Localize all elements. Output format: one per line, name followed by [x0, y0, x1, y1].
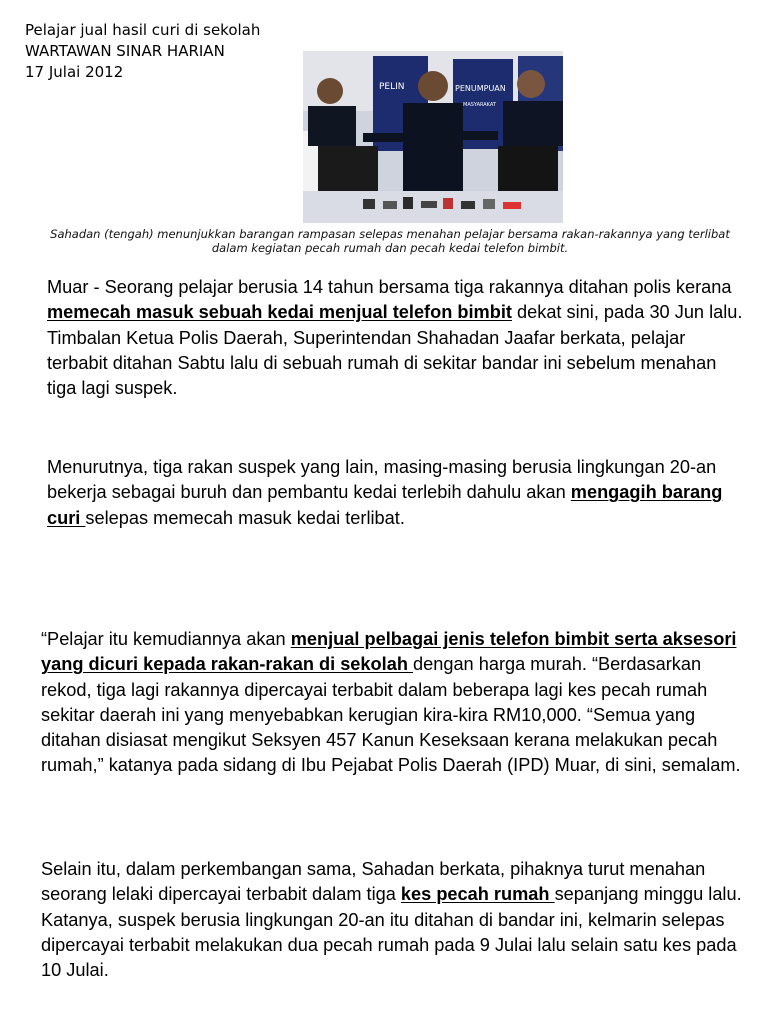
- paragraph-4-text-b: sepanjang minggu lalu. Katanya, suspek berusia lingkungan 20-an itu ditahan di bandar ini, kelmarin selepas dipercayai terbabit melakukan dua pecah rumah pada 9 Julai lalu selain satu kes pada 10 Julai.: [41, 884, 742, 981]
- article-byline: WARTAWAN SINAR HARIAN: [25, 42, 225, 60]
- paragraph-1-text-b: dekat sini, pada 30 Jun lalu. Timbalan Ketua Polis Daerah, Superintendan Shahadan Jaafar berkata, pelajar terbabit ditahan Sabtu lalu di sebuah rumah di sekitar bandar ini sebelum menahan tiga lagi suspek.: [47, 302, 743, 399]
- article-header: [25, 20, 260, 83]
- paragraph-1: [47, 275, 747, 401]
- paragraph-1-text-a: Muar - Seorang pelajar berusia 14 tahun bersama tiga rakannya ditahan polis kerana: [47, 277, 732, 297]
- paragraph-2: [47, 455, 747, 531]
- photo-caption: Sahadan (tengah) menunjukkan barangan rampasan selepas menahan pelajar bersama rakan-rakannya yang terlibat dalam kegiatan pecah rumah dan pecah kedai telefon bimbit.: [50, 227, 730, 255]
- svg-text:PENUMPUAN: PENUMPUAN: [455, 84, 506, 93]
- article-title: Pelajar jual hasil curi di sekolah: [25, 21, 261, 39]
- paragraph-2-text-b: selepas memecah masuk kedai terlibat.: [85, 507, 405, 528]
- paragraph-2-text-a: Menurutnya, tiga rakan suspek yang lain, masing-masing berusia lingkungan 20-an bekerja sebagai buruh dan pembantu kedai terlebih dahulu akan: [47, 457, 717, 503]
- svg-text:PELIN: PELIN: [379, 82, 405, 92]
- paragraph-4-text-a: Selain itu, dalam perkembangan sama, Sahadan berkata, pihaknya turut menahan seorang lelaki dipercayai terbabit dalam tiga: [41, 859, 706, 905]
- paragraph-3: [41, 627, 756, 779]
- svg-text:MASYARAKAT: MASYARAKAT: [463, 102, 496, 108]
- paragraph-4-highlight: kes pecah rumah: [400, 884, 555, 905]
- paragraph-3-highlight: menjual pelbagai jenis telefon bimbit serta aksesori yang dicuri kepada rakan-rakan di sekolah: [41, 629, 737, 675]
- paragraph-2-highlight: mengagih barang curi: [47, 482, 723, 528]
- paragraph-3-text-a: “Pelajar itu kemudiannya akan: [41, 629, 291, 649]
- article-date: 17 Julai 2012: [25, 63, 124, 81]
- paragraph-3-text-b: dengan harga murah. “Berdasarkan rekod, tiga lagi rakannya dipercayai terbabit dalam beberapa lagi kes pecah rumah sekitar daerah ini yang menyebabkan kerugian kira-kira RM10,000. “Semua yang ditahan disiasat mengikut Seksyen 457 Kanun Keseksaan kerana melakukan pecah rumah,” katanya pada sidang di Ibu Pejabat Polis Daerah (IPD) Muar, di sini, semalam.: [41, 654, 741, 776]
- news-photo: [303, 51, 563, 223]
- news-photo-illustration: [303, 51, 563, 223]
- paragraph-4: [41, 857, 756, 983]
- paragraph-1-highlight: memecah masuk sebuah kedai menjual telefon bimbit: [47, 302, 512, 323]
